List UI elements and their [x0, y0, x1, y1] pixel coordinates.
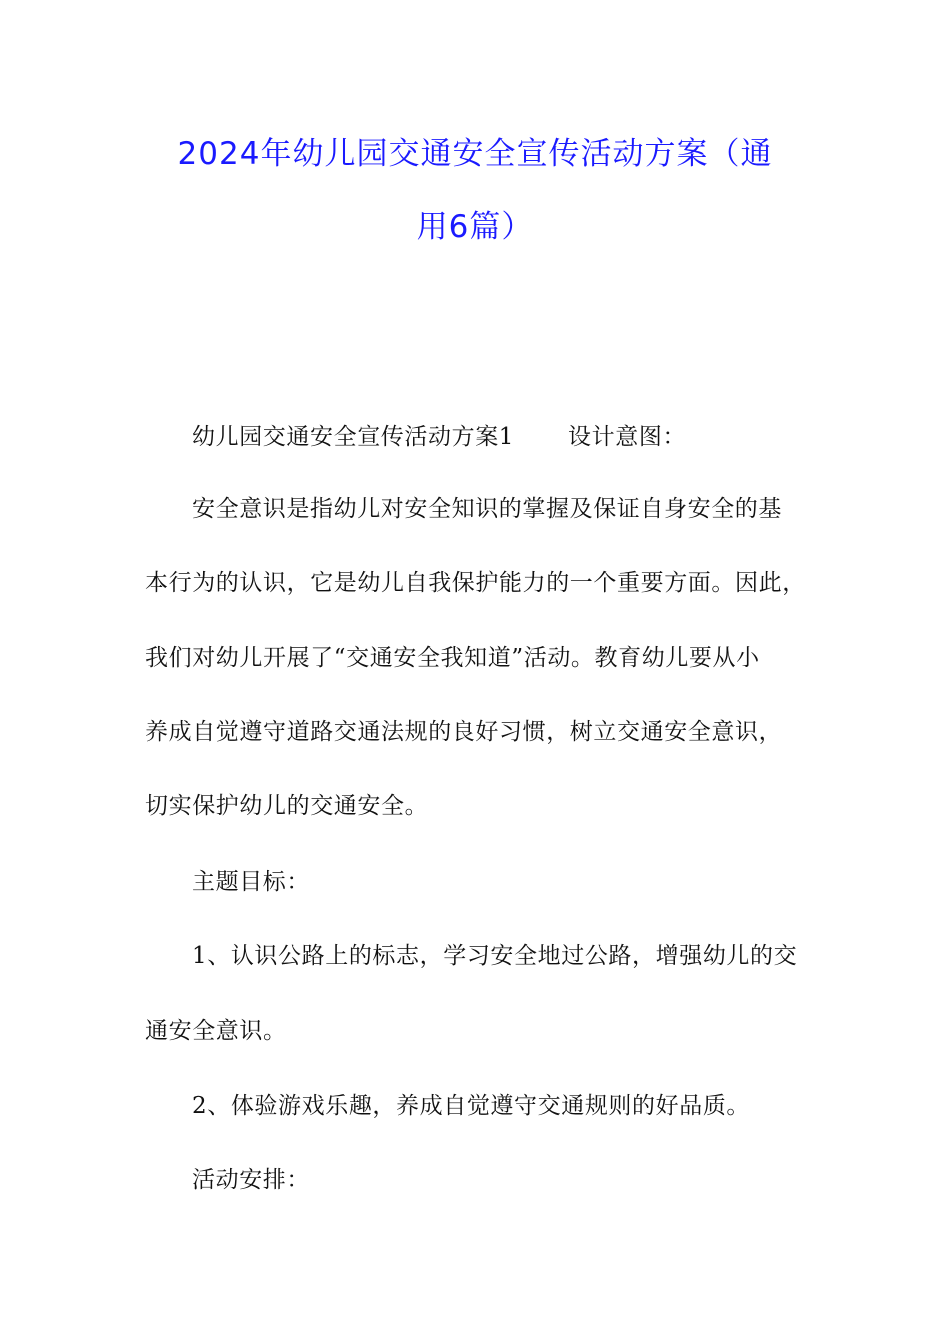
document-title-line-1: 2024年幼儿园交通安全宣传活动方案（通 — [177, 136, 773, 172]
arrangement-heading: 活动安排： — [192, 1167, 310, 1193]
goal1-line-2: 通安全意识。 — [145, 1018, 287, 1044]
goals-heading: 主题目标： — [192, 869, 310, 895]
paragraph1-line-3: 我们对幼儿开展了“交通安全我知道”活动。教育幼儿要从小 — [145, 645, 760, 671]
paragraph1-line-4: 养成自觉遵守道路交通法规的良好习惯，树立交通安全意识， — [145, 719, 783, 745]
design-intent-label: 设计意图： — [568, 424, 687, 450]
goal2-line: 2、体验游戏乐趣，养成自觉遵守交通规则的好品质。 — [192, 1093, 751, 1119]
section-heading-row — [192, 422, 686, 452]
paragraph1-line-5: 切实保护幼儿的交通安全。 — [145, 793, 429, 819]
section-heading: 幼儿园交通安全宣传活动方案1 — [192, 424, 515, 450]
paragraph1-line-2: 本行为的认识，它是幼儿自我保护能力的一个重要方面。因此， — [145, 570, 806, 596]
goal1-line-1: 1、认识公路上的标志，学习安全地过公路，增强幼儿的交 — [192, 943, 798, 969]
document-title-line-2: 用6篇） — [416, 209, 534, 245]
paragraph1-line-1: 安全意识是指幼儿对安全知识的掌握及保证自身安全的基 — [192, 496, 782, 522]
